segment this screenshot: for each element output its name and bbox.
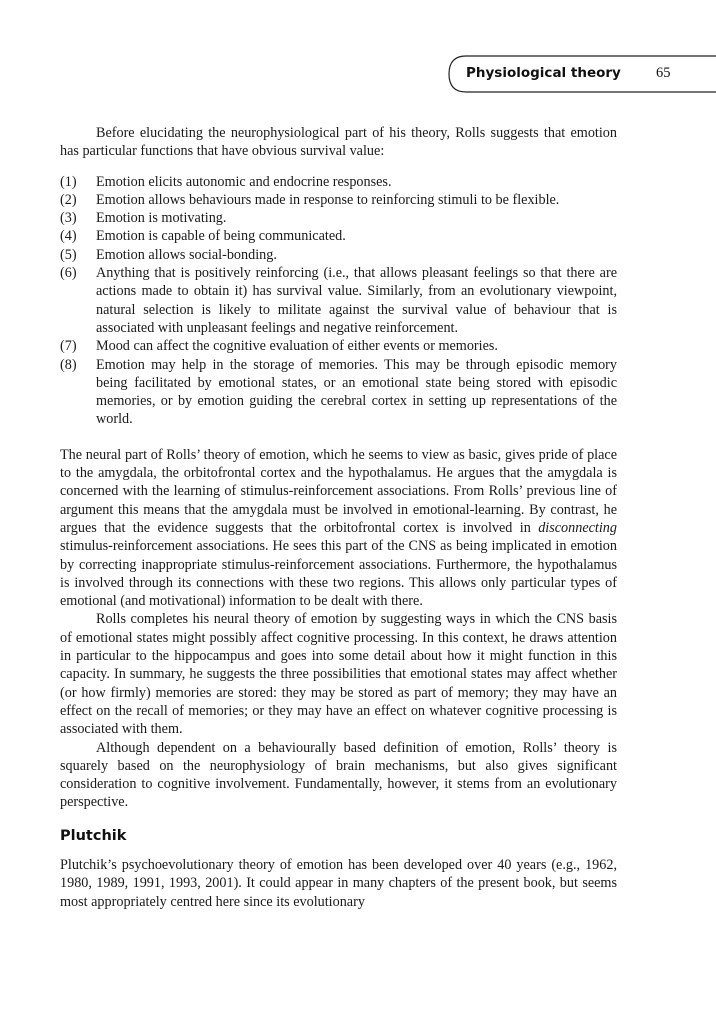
spacer [60,429,617,446]
section-heading: Plutchik [60,827,127,844]
list-text: Anything that is positively reinforcing (i.e., that allows pleasant feelings so that there are actions made to obtain it) has survival value. Similarly, from an evolutionary viewpoint, natural selection is likely to militate against the survival value of behaviour that is associated with unpleasant feelings and negative reinforcement. [96,265,617,336]
list-text: Emotion may help in the storage of memories. This may be through episodic memory being facilitated by emotional states, or an emotional state being stored with episodic memories, or by emotion guiding the cerebral cortex in setting up representations of the world. [96,356,617,428]
plutchik-paragraph: Plutchik’s psychoevolutionary theory of emotion has been developed over 40 years (e.g., 1962, 1980, 1989, 1991, 1993, 2001). It could appear in many chapters of the present book, but seems most appropriately centred here since its evolutionary [60,856,617,910]
list-text: Emotion elicits autonomic and endocrine responses. [96,173,392,190]
list-number: (5) [60,246,77,263]
running-title: Physiological theory [466,65,621,81]
functions-list [60,173,617,429]
cognitive-paragraph: Rolls completes his neural theory of emotion by suggesting ways in which the CNS basis of emotional states might possibly affect cognitive processing. In this context, he draws attention in particular to the hippocampus and goes into some detail about how it might function in this capacity. In summary, he suggests the three possibilities that emotional states may affect whether (or how firmly) memories are stored: they may be stored as part of memory; they may have an effect on the recall of memories; or they may have an effect on whatever cognitive processing is associated with them. [60,611,617,738]
list-number: (2) [60,191,77,208]
list-text: Emotion is motivating. [96,210,227,227]
list-item [60,356,617,429]
list-number: (3) [60,210,77,227]
emphasis-text: disconnecting [538,519,617,536]
list-item [60,246,617,264]
page-body [60,124,617,911]
neural-text-1: The neural part of Rolls’ theory of emotion, which he seems to view as basic, gives pride of place to the amygdala, the orbitofrontal cortex and the hypothalamus. He argues that the amygdala is concerned with the learning of stimulus-reinforcement associations. From Rolls’ previous line of argument this means that the amygdala must be involved in emotional-learning. By contrast, he argues that the evidence suggests that the orbitofrontal cortex is involved in [60,446,617,536]
list-number: (7) [60,338,77,355]
neural-text-2: stimulus-reinforcement associations. He sees this part of the CNS as being implicated in emotion by correcting inappropriate stimulus-reinforcement associations. Furthermore, the hypothalamus is involved through its connections with these two regions. This allows only particular types of emotional (and motivational) information to be dealt with there. [60,538,617,610]
list-number: (1) [60,173,77,190]
neural-paragraph [60,446,617,611]
list-item [60,209,617,227]
list-item [60,264,617,337]
list-number: (8) [60,356,77,373]
summary-paragraph: Although dependent on a behaviourally based definition of emotion, Rolls’ theory is squarely based on the neurophysiology of brain mechanisms, but also gives significant consideration to cognitive involvement. Fundamentally, however, it stems from an evolutionary perspective. [60,739,617,811]
running-header [446,55,716,93]
list-text: Emotion allows behaviours made in response to reinforcing stimuli to be flexible. [96,191,560,208]
list-item [60,227,617,245]
list-text: Emotion is capable of being communicated. [96,228,346,245]
list-number: (6) [60,265,77,282]
list-number: (4) [60,228,77,245]
list-item [60,191,617,209]
list-item [60,173,617,191]
list-text: Mood can affect the cognitive evaluation of either events or memories. [96,338,498,355]
list-item [60,337,617,355]
page-number: 65 [656,65,671,81]
list-text: Emotion allows social-bonding. [96,246,277,263]
intro-paragraph: Before elucidating the neurophysiological part of his theory, Rolls suggests that emotion has particular functions that have obvious survival value: [60,125,617,160]
